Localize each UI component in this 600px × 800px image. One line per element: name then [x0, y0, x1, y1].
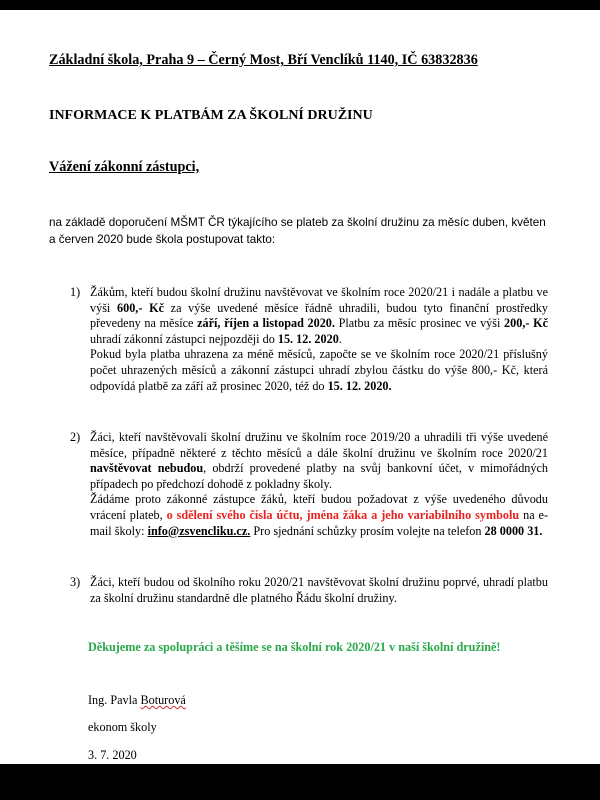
text-run: . — [338, 331, 342, 346]
item-number: 2) — [70, 430, 81, 444]
item-body — [90, 575, 548, 606]
months-highlight: září, říjen a listopad 2020. — [197, 316, 335, 331]
not-attending-highlight: navštěvovat nebudou — [90, 461, 204, 476]
thank-you-line: Děkujeme za spolupráci a těšíme se na školní rok 2020/21 v naší školní družině! — [88, 640, 501, 654]
item-2-paragraph-2 — [90, 492, 548, 539]
document-title: INFORMACE K PLATBÁM ZA ŠKOLNÍ DRUŽINU — [49, 108, 373, 123]
list-item-2 — [70, 430, 548, 539]
signature-role: ekonom školy — [88, 720, 157, 734]
list-item-1 — [70, 285, 548, 394]
item-1-paragraph-2 — [90, 347, 548, 394]
item-body — [90, 430, 548, 539]
school-header: Základní škola, Praha 9 – Černý Most, Bří Venclíků 1140, IČ 63832836 — [49, 52, 478, 68]
item-3-paragraph: Žáci, kteří budou od školního roku 2020/21 navštěvovat školní družinu poprvé, uhradí platbu za školní družinu standardně dle platného Řádu školní družiny. — [90, 575, 548, 605]
phone-number: 28 0000 31. — [484, 523, 543, 538]
text-run: Pro sjednání schůzky prosím volejte na telefon — [250, 523, 485, 538]
salutation: Vážení zákonní zástupci, — [49, 159, 200, 175]
school-email-link[interactable]: info@zsvencliku.cz. — [147, 523, 251, 538]
amount-600: 600,- Kč — [117, 300, 164, 315]
text-run: Žákům, kteří budou školní družinu navštěvovat ve školním roce 2020/21 i nadále a platbu ve výši — [90, 285, 548, 315]
text-run: za výše uvedené měsíce řádně uhradili, budou tyto finanční prostředky převedeny na měsíce — [90, 300, 548, 331]
deadline-date: 15. 12. 2020. — [327, 378, 392, 393]
text-run: Žáci, kteří navštěvovali školní družinu ve školním roce 2019/20 a uhradili tři výše uvedené měsíce, případně některé z těchto měsíců a dále školní družinu ve školním roce 2020/21 — [90, 430, 548, 460]
item-1-paragraph-1 — [90, 285, 548, 347]
text-run: Žádáme proto zákonné zástupce žáků, kteří budou požadovat z výše uvedeného důvodu vrácení plateb, — [90, 492, 548, 522]
text-run: Pokud byla platba uhrazena za méně měsíců, započte se ve školním roce 2020/21 příslušný počet uhrazených měsíců a zákonní zástupci uhradí zbylou částku do výše 800,- Kč, která odpovídá platbě za září až prosinec 2020, též do — [90, 347, 548, 393]
red-request-text: o sdělení svého čísla účtu, jména žáka a jeho variabilního symbolu — [166, 507, 520, 522]
intro-paragraph: na základě doporučení MŠMT ČR týkajícího se plateb za školní družinu za měsíc duben, květen a červen 2020 bude škola postupovat takto: — [49, 216, 546, 246]
item-body — [90, 285, 548, 394]
item-number: 3) — [70, 575, 81, 589]
name-prefix: Ing. Pavla — [88, 693, 141, 707]
text-run: na e-mail školy: — [90, 507, 549, 538]
item-number: 1) — [70, 285, 81, 299]
deadline-date: 15. 12. 2020 — [277, 331, 339, 346]
item-2-paragraph-1 — [90, 430, 548, 492]
list-item-3 — [70, 575, 548, 606]
document-page — [0, 10, 600, 764]
name-surname: Boturová — [140, 693, 186, 707]
text-run: Platbu za měsíc prosinec ve výši — [334, 316, 505, 331]
text-run: uhradí zákonní zástupci nejpozději do — [90, 331, 278, 346]
signature-date: 3. 7. 2020 — [88, 748, 137, 762]
amount-200: 200,- Kč — [504, 316, 548, 331]
text-run: , obdrží provedené platby na svůj bankovní účet, v mimořádných případech po předchozí dohodě z pokladny školy. — [90, 461, 548, 491]
signature-name — [88, 693, 186, 708]
